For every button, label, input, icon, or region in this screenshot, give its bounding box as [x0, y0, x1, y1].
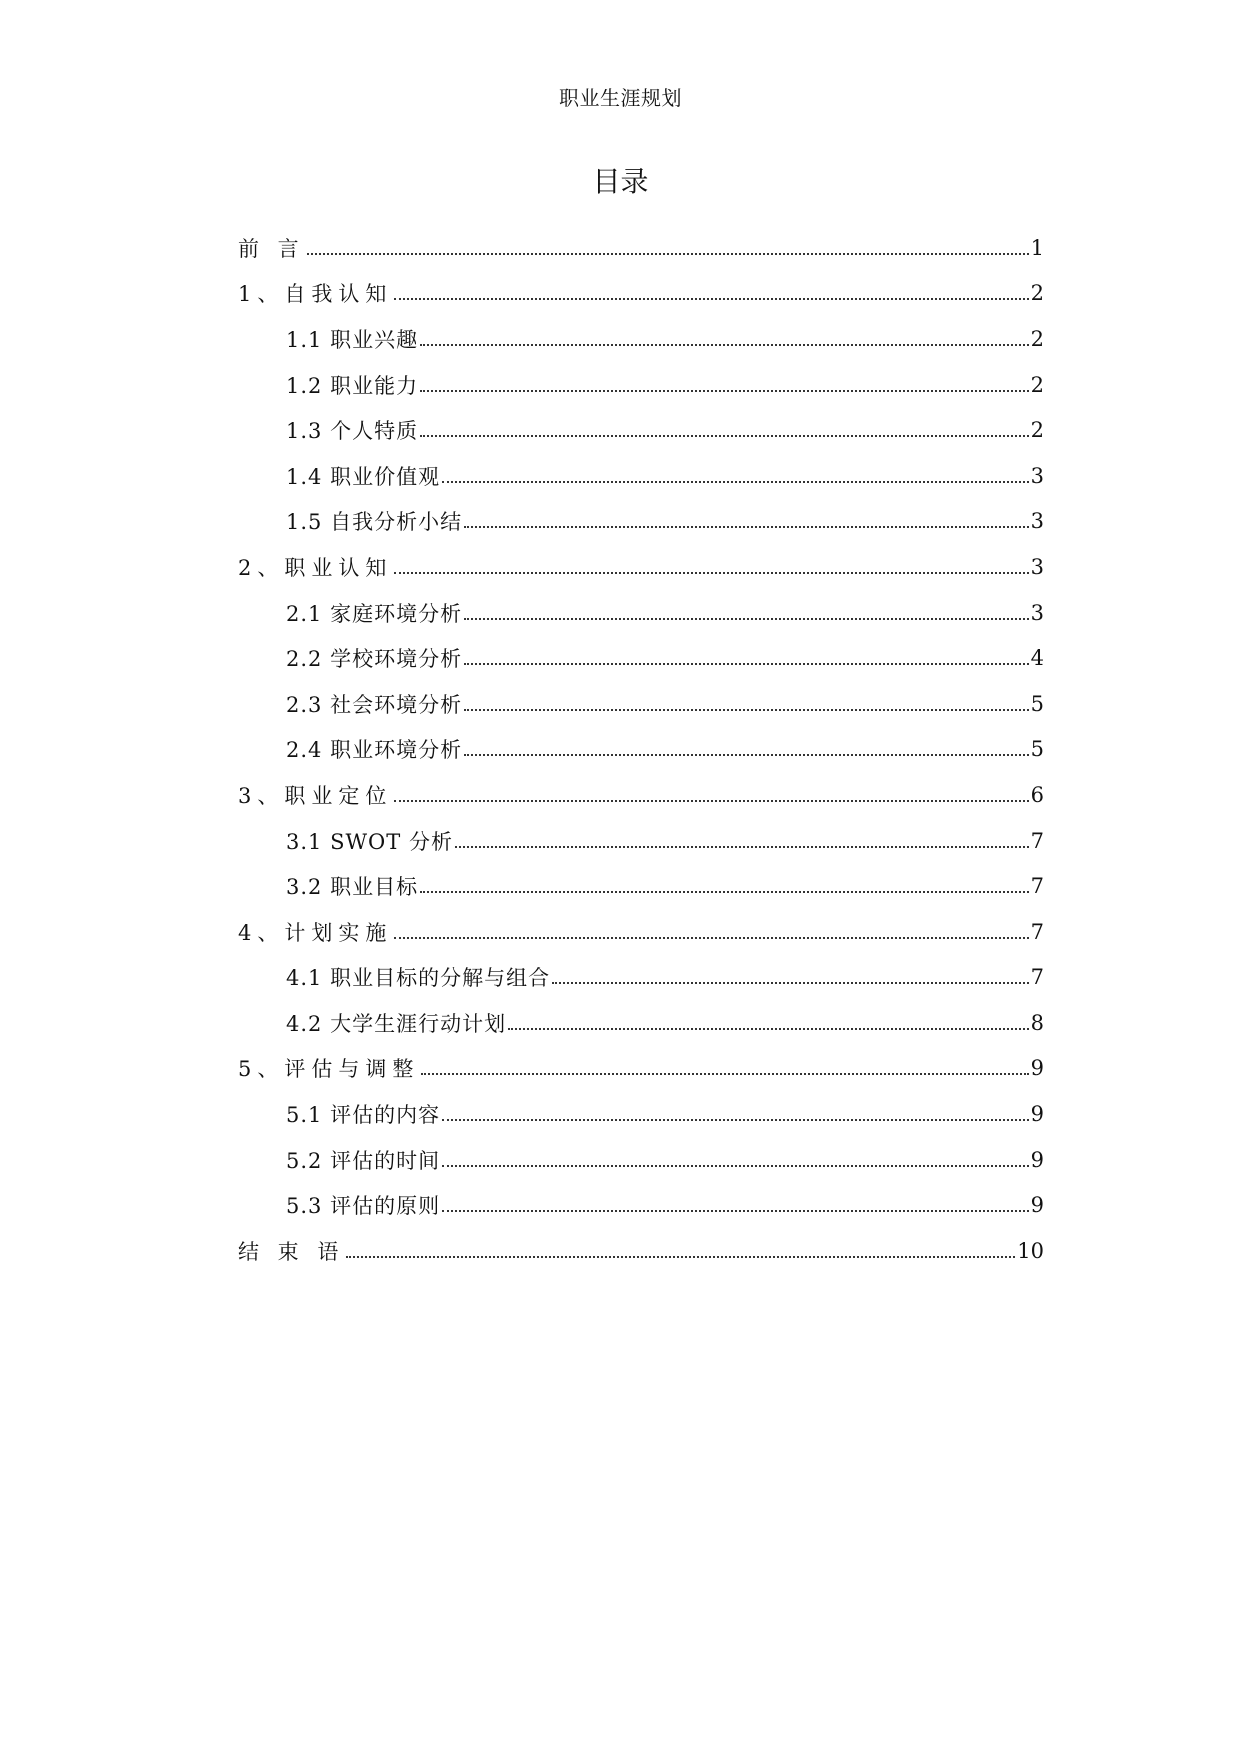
toc-entry-page-number: 3 — [1030, 600, 1044, 625]
toc-entry[interactable] — [238, 818, 1044, 864]
toc-dot-leader — [420, 889, 1029, 893]
toc-entry[interactable] — [238, 635, 1044, 681]
toc-dot-leader — [394, 296, 1028, 300]
table-of-contents — [238, 225, 1044, 1274]
toc-entry[interactable] — [238, 1137, 1044, 1183]
toc-entry-page-number: 2 — [1030, 326, 1044, 351]
toc-entry[interactable] — [238, 1182, 1044, 1228]
toc-entry-label: 2.1 家庭环境分析 — [286, 601, 463, 626]
toc-entry[interactable] — [238, 1000, 1044, 1046]
toc-entry[interactable] — [238, 1046, 1044, 1092]
toc-dot-leader — [464, 616, 1029, 620]
toc-entry[interactable] — [238, 544, 1044, 590]
toc-entry-label: 5.1 评估的内容 — [286, 1103, 441, 1128]
toc-entry[interactable] — [238, 772, 1044, 818]
toc-dot-leader — [464, 661, 1029, 665]
toc-dot-leader — [420, 388, 1029, 392]
toc-entry-page-number: 7 — [1030, 965, 1044, 990]
toc-entry[interactable] — [238, 1228, 1044, 1274]
toc-entry[interactable] — [238, 225, 1044, 271]
toc-dot-leader — [464, 707, 1029, 711]
toc-entry-page-number: 7 — [1030, 919, 1044, 944]
toc-dot-leader — [420, 342, 1029, 346]
toc-entry[interactable] — [238, 909, 1044, 955]
toc-entry-page-number: 3 — [1030, 463, 1044, 488]
toc-entry-label: 5、评估与调整 — [238, 1057, 420, 1082]
toc-entry-label: 5.2 评估的时间 — [286, 1148, 441, 1173]
toc-entry-page-number: 7 — [1030, 828, 1044, 853]
toc-dot-leader — [307, 251, 1029, 255]
toc-dot-leader — [346, 1254, 1015, 1258]
toc-entry-page-number: 5 — [1030, 691, 1044, 716]
toc-entry-page-number: 7 — [1030, 874, 1044, 899]
toc-entry-label: 2.2 学校环境分析 — [286, 647, 463, 672]
toc-entry-label: 2、职业认知 — [238, 555, 393, 580]
toc-entry[interactable] — [238, 955, 1044, 1001]
toc-dot-leader — [442, 1117, 1029, 1121]
toc-entry-page-number: 5 — [1030, 737, 1044, 762]
toc-entry[interactable] — [238, 453, 1044, 499]
toc-title: 目录 — [592, 165, 649, 198]
toc-entry-label: 4.2 大学生涯行动计划 — [286, 1011, 507, 1036]
toc-entry-label: 4、计划实施 — [238, 920, 393, 945]
toc-entry-page-number: 2 — [1030, 418, 1044, 443]
running-header: 职业生涯规划 — [559, 86, 682, 110]
toc-entry-page-number: 9 — [1030, 1147, 1044, 1172]
toc-entry-label: 5.3 评估的原则 — [286, 1194, 441, 1219]
toc-dot-leader — [552, 980, 1029, 984]
toc-entry-label: 1.2 职业能力 — [286, 373, 419, 398]
toc-entry[interactable] — [238, 727, 1044, 773]
toc-entry-label: 1、自我认知 — [238, 282, 393, 307]
toc-dot-leader — [394, 935, 1028, 939]
toc-dot-leader — [442, 479, 1029, 483]
toc-entry-label: 3、职业定位 — [238, 783, 393, 808]
toc-dot-leader — [455, 844, 1029, 848]
toc-entry-page-number: 6 — [1030, 782, 1044, 807]
toc-dot-leader — [394, 798, 1028, 802]
toc-dot-leader — [394, 570, 1028, 574]
toc-entry[interactable] — [238, 499, 1044, 545]
toc-entry[interactable] — [238, 681, 1044, 727]
toc-dot-leader — [421, 1071, 1028, 1075]
toc-dot-leader — [508, 1026, 1029, 1030]
toc-entry[interactable] — [238, 407, 1044, 453]
toc-entry-page-number: 9 — [1030, 1193, 1044, 1218]
toc-entry-label: 3.2 职业目标 — [286, 875, 419, 900]
toc-dot-leader — [442, 1208, 1029, 1212]
toc-entry-page-number: 2 — [1030, 281, 1044, 306]
toc-entry-page-number: 9 — [1030, 1102, 1044, 1127]
toc-entry-page-number: 8 — [1030, 1010, 1044, 1035]
toc-entry-page-number: 4 — [1030, 646, 1044, 671]
toc-dot-leader — [464, 752, 1029, 756]
toc-entry[interactable] — [238, 863, 1044, 909]
toc-entry-label: 1.1 职业兴趣 — [286, 327, 419, 352]
toc-entry-page-number: 3 — [1030, 509, 1044, 534]
toc-entry[interactable] — [238, 271, 1044, 317]
toc-entry-label: 2.3 社会环境分析 — [286, 692, 463, 717]
toc-entry-page-number: 1 — [1030, 235, 1044, 260]
toc-entry[interactable] — [238, 316, 1044, 362]
toc-entry-page-number: 9 — [1030, 1056, 1044, 1081]
toc-entry-label: 4.1 职业目标的分解与组合 — [286, 966, 551, 991]
toc-dot-leader — [464, 524, 1029, 528]
toc-entry[interactable] — [238, 590, 1044, 636]
toc-entry[interactable] — [238, 1091, 1044, 1137]
toc-entry-label: 1.4 职业价值观 — [286, 464, 441, 489]
toc-entry-label: 结 束 语 — [238, 1239, 345, 1264]
toc-entry-page-number: 3 — [1030, 554, 1044, 579]
toc-entry[interactable] — [238, 362, 1044, 408]
toc-entry-label: 前 言 — [238, 236, 305, 261]
toc-dot-leader — [420, 433, 1029, 437]
toc-entry-label: 2.4 职业环境分析 — [286, 738, 463, 763]
toc-dot-leader — [442, 1163, 1029, 1167]
toc-entry-label: 1.5 自我分析小结 — [286, 510, 463, 535]
toc-entry-page-number: 10 — [1017, 1238, 1044, 1263]
toc-entry-label: 1.3 个人特质 — [286, 419, 419, 444]
toc-entry-page-number: 2 — [1030, 372, 1044, 397]
toc-entry-label: 3.1 SWOT 分析 — [286, 829, 453, 854]
